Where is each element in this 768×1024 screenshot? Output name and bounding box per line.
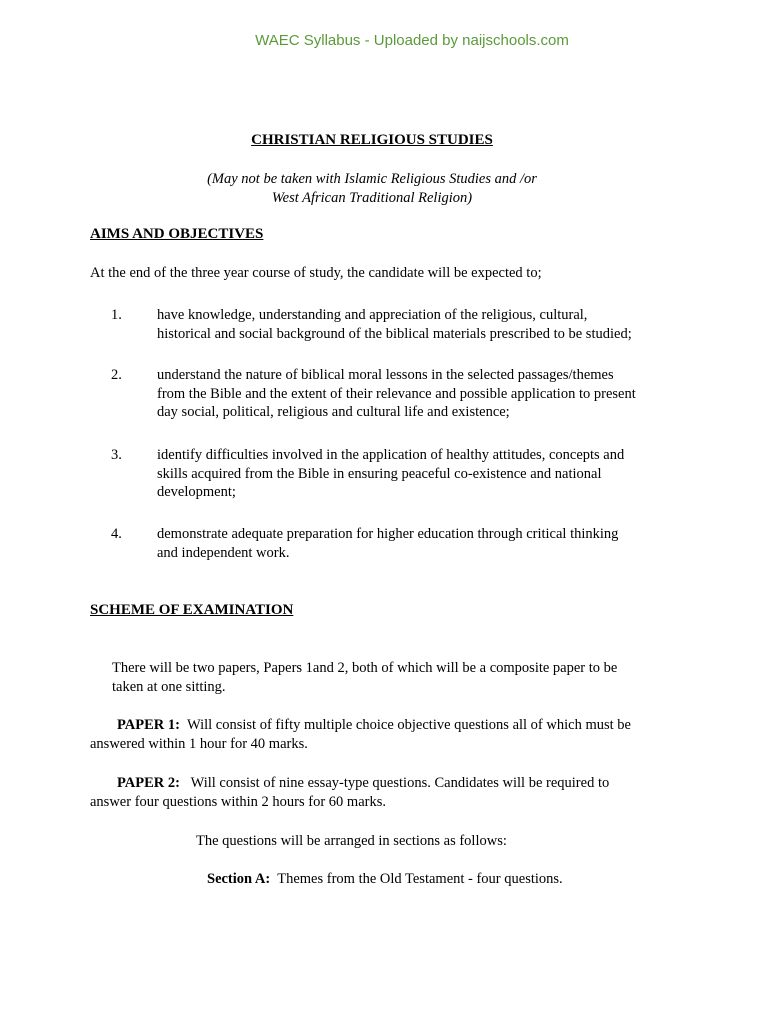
list-item-line: demonstrate adequate preparation for higher education through critical thinking xyxy=(157,526,619,542)
list-item-text xyxy=(157,306,667,343)
section-a-label: Section A: xyxy=(207,871,271,887)
list-item-line: understand the nature of biblical moral lessons in the selected passages/themes xyxy=(157,367,614,383)
list-item-line: have knowledge, understanding and appreciation of the religious, cultural, xyxy=(157,307,588,323)
watermark-header: WAEC Syllabus - Uploaded by naijschools.com xyxy=(255,32,569,49)
subtitle xyxy=(0,170,744,207)
scheme-intro-line: There will be two papers, Papers 1and 2, both of which will be a composite paper to be xyxy=(112,660,618,676)
scheme-intro xyxy=(112,659,682,696)
paper-2-line: answer four questions within 2 hours for 60 marks. xyxy=(90,793,386,810)
list-item-text xyxy=(157,446,667,502)
document-title: CHRISTIAN RELIGIOUS STUDIES xyxy=(251,132,493,148)
scheme-intro-line: taken at one sitting. xyxy=(112,678,226,695)
paper-1-line xyxy=(90,716,690,735)
paper-2-line xyxy=(90,774,690,793)
subtitle-line-2: West African Traditional Religion) xyxy=(271,189,473,206)
list-item-number: 4. xyxy=(111,526,122,542)
paper-1-description xyxy=(90,716,690,753)
list-item-line: historical and social background of the biblical materials prescribed to be studied; xyxy=(157,325,632,342)
paper-1-label: PAPER 1: xyxy=(117,717,180,733)
list-item-line: development; xyxy=(157,484,236,500)
list-item-line: skills acquired from the Bible in ensuring peaceful co-existence and national xyxy=(157,465,602,482)
section-a xyxy=(207,870,563,889)
paper-2-description xyxy=(90,774,690,811)
scheme-heading: SCHEME OF EXAMINATION xyxy=(90,602,294,618)
aims-heading: AIMS AND OBJECTIVES xyxy=(90,226,264,242)
list-item-number: 2. xyxy=(111,367,122,383)
paper-1-line: answered within 1 hour for 40 marks. xyxy=(90,735,308,752)
paper-2-label: PAPER 2: xyxy=(117,775,180,791)
list-item-number: 3. xyxy=(111,447,122,463)
list-item-line: day social, political, religious and cultural life and existence; xyxy=(157,404,510,420)
aims-intro: At the end of the three year course of study, the candidate will be expected to; xyxy=(90,265,542,281)
list-item-line: from the Bible and the extent of their relevance and possible application to present xyxy=(157,385,636,402)
subtitle-line-1: (May not be taken with Islamic Religious Studies and /or xyxy=(207,171,537,187)
list-item-line: and independent work. xyxy=(157,544,290,561)
list-item-text xyxy=(157,525,667,562)
list-item-line: identify difficulties involved in the application of healthy attitudes, concepts and xyxy=(157,447,625,463)
paper-1-text: Will consist of fifty multiple choice objective questions all of which must be xyxy=(186,717,631,733)
arrangement-note: The questions will be arranged in sections as follows: xyxy=(196,833,507,849)
list-item-text xyxy=(157,366,667,422)
paper-2-text: Will consist of nine essay-type questions. Candidates will be required to xyxy=(190,775,610,791)
section-a-text: Themes from the Old Testament - four questions. xyxy=(277,871,563,887)
list-item-number: 1. xyxy=(111,307,122,323)
